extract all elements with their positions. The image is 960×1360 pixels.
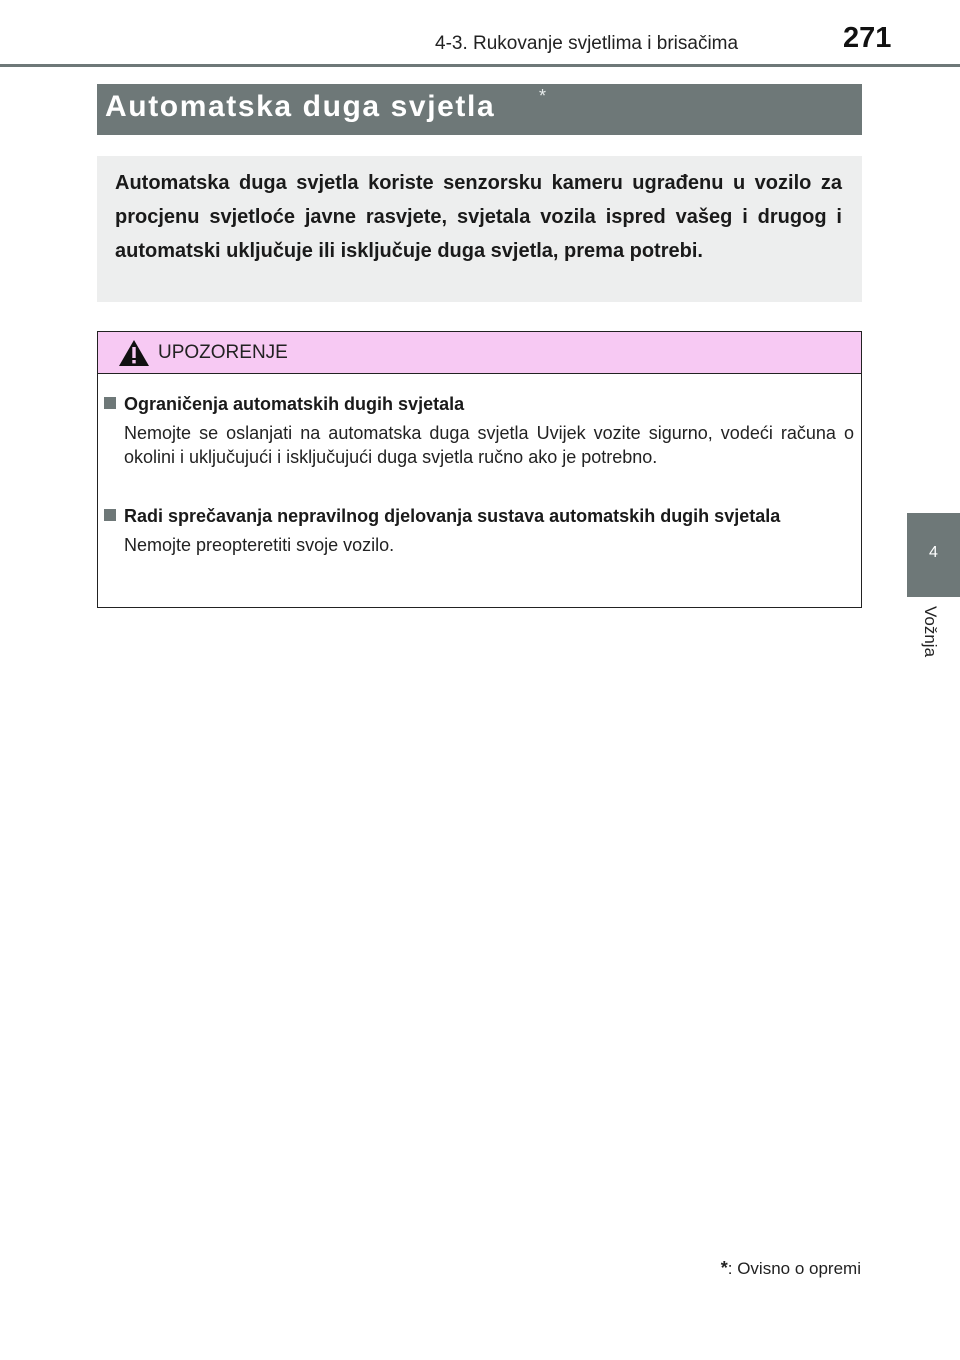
section-title: Automatska duga svjetla	[105, 90, 496, 123]
chapter-tab[interactable]	[907, 513, 960, 597]
warning-triangle-icon	[118, 339, 150, 372]
footnote	[721, 1258, 861, 1279]
footnote-asterisk: *	[720, 1258, 728, 1278]
warning-item-heading	[104, 392, 854, 416]
intro-box	[97, 156, 862, 302]
square-bullet-icon	[104, 509, 116, 521]
footnote-text: : Ovisno o opremi	[727, 1259, 861, 1278]
warning-header	[98, 332, 861, 374]
page-number: 271	[843, 22, 892, 54]
section-header: 4-3. Rukovanje svjetlima i brisačima	[435, 33, 739, 54]
warning-item	[104, 504, 854, 557]
header-divider	[0, 64, 960, 67]
warning-item-body: Nemojte se oslanjati na automatska duga svjetla Uvijek vozite sigurno, vodeći računa o okolini i uključujući i isključujući duga svjetla ručno ako je potrebno.	[124, 423, 854, 467]
chapter-number: 4	[929, 544, 938, 561]
chapter-label: Vožnja	[921, 606, 940, 658]
warning-item-body: Nemojte preopteretiti svoje vozilo.	[124, 535, 395, 555]
warning-item-heading	[104, 504, 854, 528]
warning-item	[104, 392, 854, 469]
square-bullet-icon	[104, 397, 116, 409]
section-title-bar	[97, 84, 862, 135]
warning-item-heading-text: Ograničenja automatskih dugih svjetala	[124, 394, 465, 414]
warning-box	[97, 331, 862, 608]
title-asterisk: *	[539, 86, 547, 106]
warning-item-heading-text: Radi sprečavanja nepravilnog djelovanja sustava automatskih dugih svjetala	[124, 506, 781, 526]
intro-text: Automatska duga svjetla koriste senzorsku kameru ugrađenu u vozilo za procjenu svjetloće javne rasvjete, svjetala vozila ispred vašeg i drugog i automatski uključuje ili isključuje duga svjetla, prema potrebi.	[115, 172, 842, 262]
warning-title: UPOZORENJE	[158, 342, 288, 363]
